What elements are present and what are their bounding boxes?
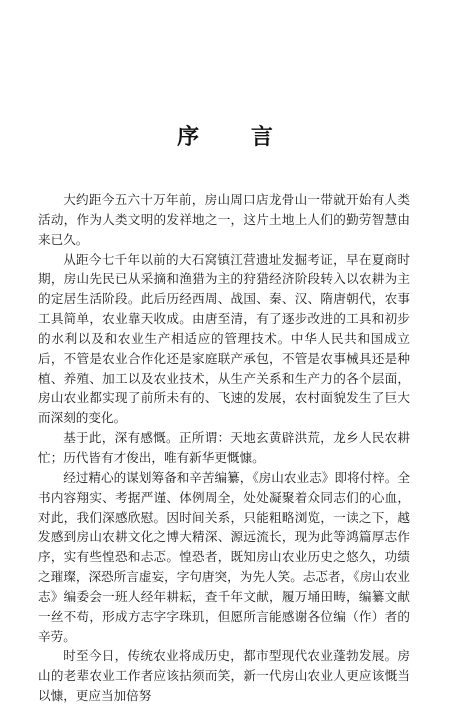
- paragraph: 经过精心的谋划筹备和辛苦编纂，《房山农业志》即将付梓。全书内容翔实、考据严谨、体例周全，处处凝聚着众同志们的心血，对此，我们深感欣慰。因时间关系，只能粗略浏览，一读之下，越发感到房山农耕文化之博大精深、源远流长，现为此等鸿篇厚志作序，实有些惶恐和忐忑。惶恐者，既知房山农业历史之悠久，功绩之璀璨，深恐所言虚妄，字句唐突，为先人笑。忐忑者，《房山农业志》编委会一班人经年耕耘，查千年文献，履万埇田畴，编纂文献一丝不苟，形成方志字字珠玑，但愿所言能感谢各位编（作）者的辛劳。: [38, 469, 410, 644]
- page-title: 序 言: [177, 124, 295, 150]
- paragraph: 大约距今五六十万年前，房山周口店龙骨山一带就开始有人类活动，作为人类文明的发祥地之一，这片土地上人们的勤劳智慧由来已久。: [38, 192, 410, 247]
- paragraph: 时至今日，传统农业将成历史，都市型现代农业蓬勃发展。房山的老辈农业工作者应该拈须而笑，新一代房山农业人更应该慨当以慷，更应当加倍努: [38, 648, 410, 704]
- preface-body: [38, 190, 410, 706]
- paragraph: 基于此，深有感慨。正所谓：天地玄黄辟洪荒，龙乡人民农耕忙；历代皆有才俊出，唯有新华更慨慷。: [38, 430, 410, 465]
- paragraph: 从距今七千年以前的大石窝镇江营遗址发掘考证，早在夏商时期，房山先民已从采摘和渔猎为主的狩猎经济阶段转入以农耕为主的定居生活阶段。此后历经西周、战国、秦、汉、隋唐朝代，农事工具简单，农业靠天收成。由唐至清，有了逐步改进的工具和初步的水利以及和农业生产相适应的管理技术。中华人民共和国成立后，不管是农业合作化还是家庭联产承包，不管是农事械具还是种植、养殖、加工以及农业技术，从生产关系和生产力的各个层面，房山农业都实现了前所未有的、飞速的发展，农村面貌发生了巨大而深刻的变化。: [38, 251, 410, 426]
